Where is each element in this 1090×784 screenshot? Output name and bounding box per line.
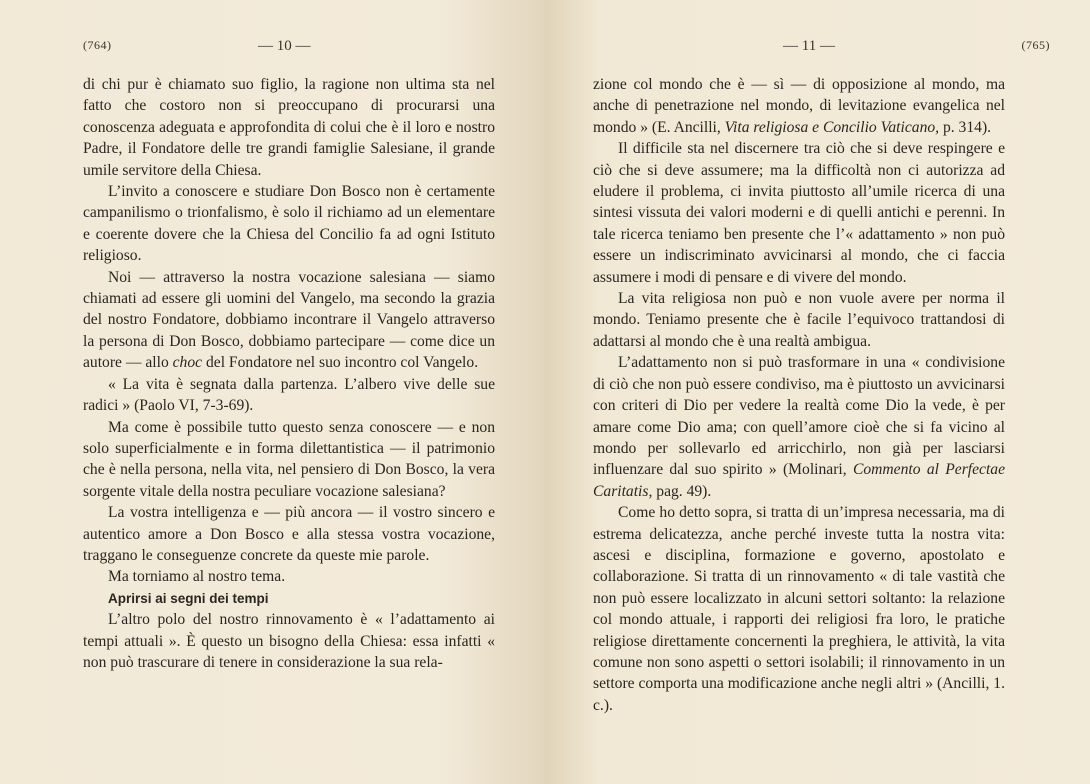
right-page-header: [545, 38, 1090, 58]
quote-paragraph: « La vita è segnata dalla partenza. L’albero vive delle sue radici » (Paolo VI, 7-3-69).: [83, 375, 495, 415]
paragraph: di chi pur è chiamato suo figlio, la ragione non ultima sta nel fatto che costoro non si preoccupano di procurarsi una conoscenza adeguata e approfondita di colui che è il loro e nostro Padre, il Fondatore delle tre grandi famiglie Salesiane, il grande umile servitore della Chiesa.: [83, 76, 495, 179]
paragraph: Il difficile sta nel discernere tra ciò che si deve respingere e ciò che si deve assumere; ma la difficoltà non ci autorizza ad eludere il problema, ci invita piuttosto all’umile ricerca di una sintesi vissuta dei valori moderni e di quelli antichi e perenni. In tale ricerca teniamo ben presente che l’« adattamento » non può essere un indiscriminato avvicinarsi al mondo, che ci faccia assumere i modi di pensare e di vivere del mondo.: [593, 140, 1005, 286]
right-page: [545, 0, 1090, 784]
citation-title: Vita religiosa e Concilio Vaticano,: [724, 118, 940, 136]
paragraph: La vita religiosa non può e non vuole avere per norma il mondo. Teniamo presente che è facile l’equivoco trattandosi di adattarsi al mondo che è una realtà ambigua.: [593, 290, 1005, 350]
right-page-body: [593, 74, 1005, 716]
citation-title: Commento al Perfectae Caritatis,: [593, 461, 1005, 500]
left-page-folio: — 10 —: [258, 38, 311, 54]
italic-term: choc: [172, 354, 203, 372]
paragraph: La vostra intelligenza e — più ancora — il vostro sincero e autentico amore a Don Bosco e alla stessa vostra vocazione, traggano le conseguenze concrete da queste mie parole.: [83, 504, 495, 564]
left-page-header: [0, 38, 545, 58]
right-page-number: (765): [1021, 38, 1050, 52]
paragraph: L’altro polo del nostro rinnovamento è « l’adattamento ai tempi attuali ». È questo un bisogno della Chiesa: essa infatti « non può trascurare di tenere in considerazione la sua rela-: [83, 611, 495, 671]
paragraph: L’invito a conoscere e studiare Don Bosco non è certamente campanilismo o trionfalismo, è solo il richiamo ad un elementare e coerente dovere che la Chiesa del Concilio fa ad ogni Istituto religioso.: [83, 183, 495, 265]
paragraph: Ma torniamo al nostro tema.: [108, 568, 286, 586]
left-page-number: (764): [83, 38, 112, 52]
section-heading: Aprirsi ai segni dei tempi: [108, 590, 269, 606]
paragraph: Come ho detto sopra, si tratta di un’impresa necessaria, ma di estrema delicatezza, anche perché investe tutta la nostra vita: ascesi e disciplina, formazione e governo, apostolato e collaborazione. Si tratta di un rinnovamento « di tale vastità che non può essere localizzato in alcuni settori soltanto: la relazione col mondo attuale, i rapporti dei religiosi fra loro, le pratiche religiose direttamente concernenti la preghiera, le attività, la vita comune non sono aspetti o settori isolabili; il rinnovamento in un settore comporta una modificazione anche negli altri » (Ancilli, 1. c.).: [593, 504, 1005, 714]
paragraph: L’adattamento non si può trasformare in una « condivisione di ciò che non può essere condiviso, ma è piuttosto un avvicinarsi con criteri di Dio per vedere la realtà come Dio la vede, è per amare come Dio ama; con quell’amore cioè che si fa vicino al mondo per sollevarlo ed arricchirlo, non già per lasciarsi influenzare dal suo spirito » (Molinari, Commento al Perfectae Caritatis, pag. 49).: [593, 354, 1005, 500]
paragraph: Ma come è possibile tutto questo senza conoscere — e non solo superficialmente e in forma dilettantistica — il patrimonio che è nella persona, nella vita, nel pensiero di Don Bosco, la vera sorgente vitale della nostra peculiare vocazione salesiana?: [83, 418, 495, 500]
left-page-body: [83, 74, 495, 673]
paragraph: Noi — attraverso la nostra vocazione salesiana — siamo chiamati ad essere gli uomini del Vangelo, ma secondo la grazia del nostro Fondatore, dobbiamo incontrare il Vangelo attraverso la persona di Don Bosco, dobbiamo partecipare — come dice un autore — allo choc del Fondatore nel suo incontro col Vangelo.: [83, 268, 495, 372]
paragraph: zione col mondo che è — sì — di opposizione al mondo, ma anche di penetrazione nel mondo, di levitazione evangelica nel mondo » (E. Ancilli, Vita religiosa e Concilio Vaticano, p. 314).: [593, 76, 1005, 136]
right-page-folio: — 11 —: [783, 38, 835, 54]
